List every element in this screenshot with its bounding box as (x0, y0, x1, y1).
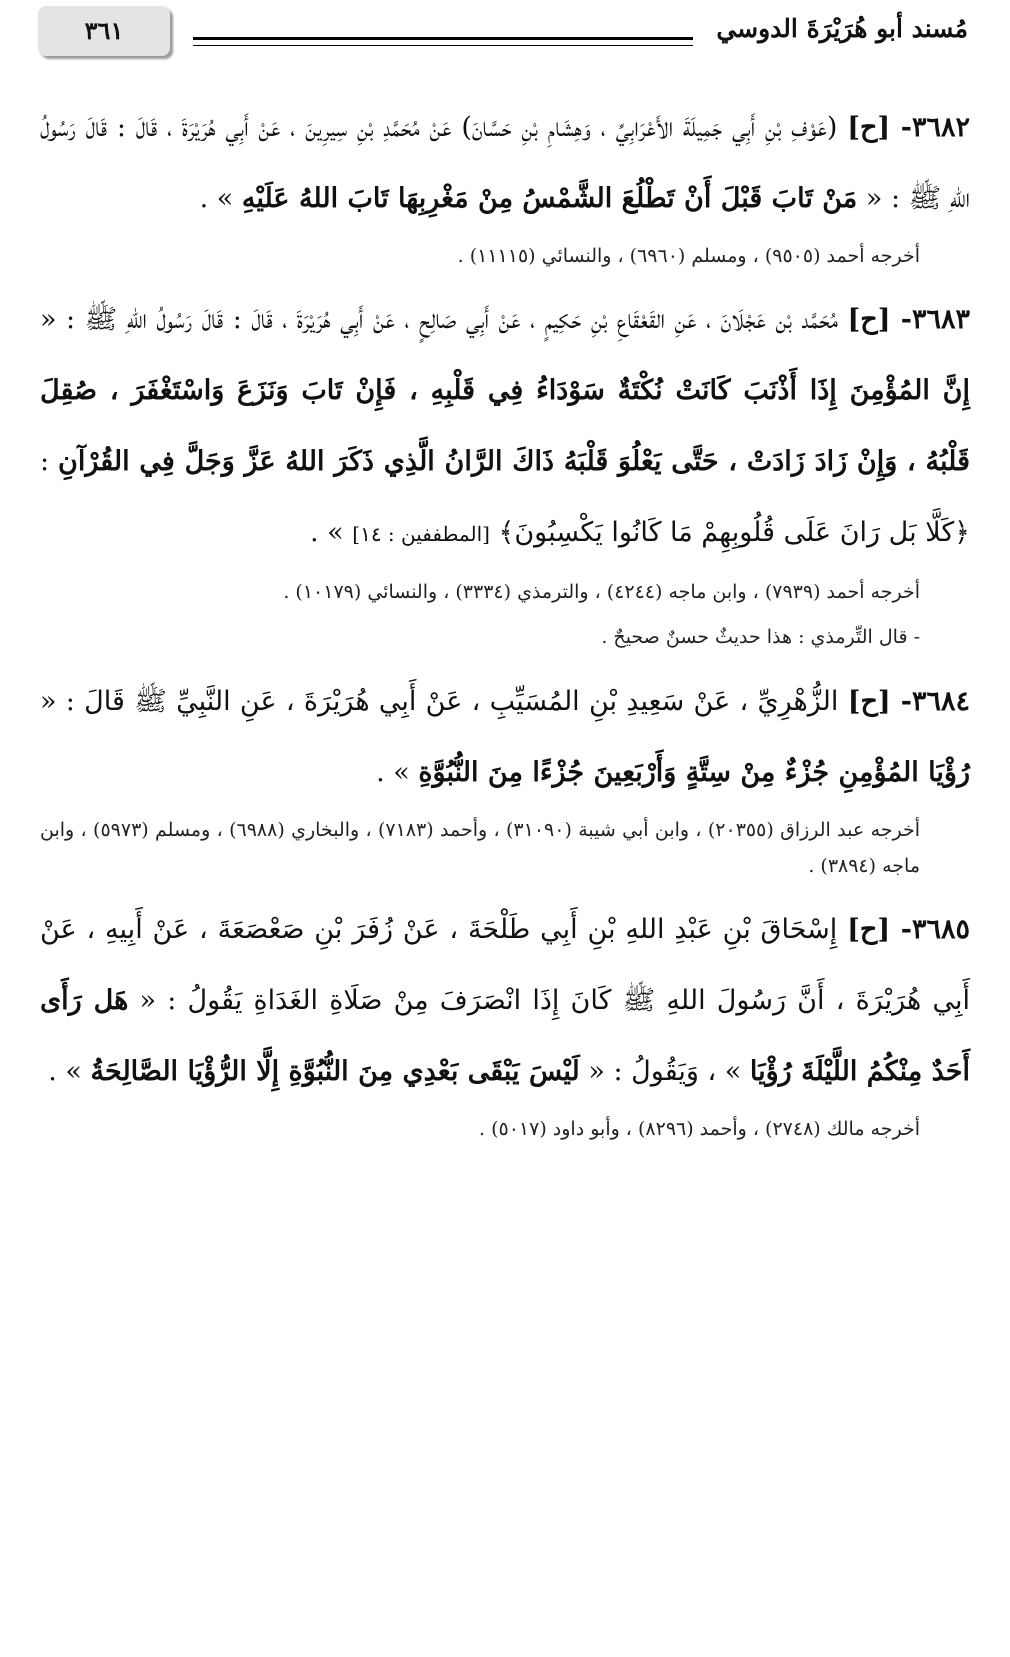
hadith-matn-2: لَيْسَ يَبْقَى بَعْدِي مِنَ النُّبُوَّةِ إِلَّا الرُّؤْيَا الصَّالِحَةُ (90, 1056, 580, 1087)
hadith-source: أخرجه عبد الرزاق (٢٠٣٥٥) ، وابن أبي شيبة (٣١٠٩٠) ، وأحمد (٧١٨٣) ، والبخاري (٦٩٨٨) ، ومسلم (٥٩٧٣) ، وابن ماجه (٣٨٩٤) . (40, 819, 921, 877)
hadith-matn: مَنْ تَابَ قَبْلَ أَنْ تَطْلُعَ الشَّمْسُ مِنْ مَغْرِبِهَا تَابَ اللهُ عَلَيْهِ (241, 183, 858, 214)
hadith-3685 (40, 894, 970, 1107)
hadith-isnad: مُحَمَّد بْن عَجْلَانَ ، عَنِ القَعْقَاعِ بْنِ حَكِيمٍ ، عَنْ أَبِي صَالِحٍ ، عَنْ أَبِي هُرَيْرَةَ ، قَالَ : قَالَ رَسُولُ اللهِ ﷺ : « (40, 304, 848, 335)
page-number: ٣٦١ (38, 6, 170, 56)
quran-verse: : ﴿كَلَّا بَل رَانَ عَلَى قُلُوبِهِمْ مَا كَانُوا يَكْسِبُونَ﴾ (40, 446, 970, 548)
hadith-number: ٣٦٨٤- [ح] (847, 686, 970, 717)
hadith-number: ٣٦٨٥- [ح] (847, 914, 970, 945)
hadith-source: أخرجه أحمد (٧٩٣٩) ، وابن ماجه (٤٢٤٤) ، والترمذي (٣٣٣٤) ، والنسائي (١٠١٧٩) . (283, 581, 920, 603)
hadith-isnad: (عَوْفِ بْنِ أَبِي جَمِيلَةَ الأَعْرَابِيِّ ، وَهِشَامِ بْنِ حَسَّانَ) عَنْ مُحَمَّدِ بْنِ سِيرِينَ ، عَنْ أَبِي هُرَيْرَةَ ، قَالَ : قَالَ رَسُولُ اللهِ ﷺ : « (40, 112, 970, 214)
grading-note: - قال التِّرمذي : هذا حديثٌ حسنٌ صحيحٌ . (601, 626, 920, 648)
page-header (0, 0, 1010, 80)
hadith-source: أخرجه مالك (٢٧٤٨) ، وأحمد (٨٢٩٦) ، وأبو داود (٥٠١٧) . (479, 1118, 920, 1140)
hadith-number: ٣٦٨٣- [ح] (847, 304, 970, 335)
hadith-end: » . (376, 757, 419, 788)
hadith-number: ٣٦٨٢- [ح] (847, 112, 970, 143)
hadith-3683 (40, 284, 970, 570)
running-title: مُسند أبو هُرَيْرَةَ الدوسي (716, 14, 968, 43)
header-rule (193, 37, 693, 40)
hadith-3682 (40, 92, 970, 234)
hadith-end: » . (310, 517, 353, 548)
page-body (40, 92, 970, 1157)
hadith-source: أخرجه أحمد (٩٥٠٥) ، ومسلم (٦٩٦٠) ، والنسائي (١١١١٥) . (457, 245, 920, 267)
hadith-3684 (40, 666, 970, 808)
quran-reference: [المطففين : ١٤] (352, 522, 490, 546)
hadith-isnad: الزُّهْرِيِّ ، عَنْ سَعِيدِ بْنِ المُسَيِّبِ ، عَنْ أَبِي هُرَيْرَةَ ، عَنِ النَّبِيِّ ﷺ قَالَ : « (40, 686, 848, 717)
hadith-end: » . (199, 183, 242, 214)
hadith-end: » . (48, 1056, 91, 1087)
hadith-isnad: إِسْحَاقَ بْنِ عَبْدِ اللهِ بْنِ أَبِي طَلْحَةَ ، عَنْ زُفَرَ بْنِ صَعْصَعَةَ ، عَنْ أَبِيهِ ، عَنْ أَبِي هُرَيْرَةَ ، أَنَّ رَسُولَ اللهِ ﷺ كَانَ إِذَا انْصَرَفَ مِنْ صَلَاةِ الغَدَاةِ يَقُولُ : « (40, 914, 970, 1016)
header-rule-thin (193, 45, 693, 46)
hadith-mid: » ، وَيَقُولُ : « (579, 1056, 750, 1087)
hadith-matn: إِنَّ المُؤْمِنَ إِذَا أَذْنَبَ كَانَتْ نُكْتَةٌ سَوْدَاءُ فِي قَلْبِهِ ، فَإِنْ تَابَ وَنَزَعَ وَاسْتَغْفَرَ ، صُقِلَ قَلْبُهُ ، وَإِنْ زَادَ زَادَتْ ، حَتَّى يَعْلُوَ قَلْبَهُ ذَاكَ الرَّانُ الَّذِي ذَكَرَ اللهُ عَزَّ وَجَلَّ فِي القُرْآنِ (40, 375, 970, 477)
hadith-matn: هَل رَأَى أَحَدٌ مِنْكُمُ اللَّيْلَةَ رُؤْيَا (40, 985, 970, 1087)
hadith-matn: رُؤْيَا المُؤْمِنِ جُزْءٌ مِنْ سِتَّةٍ وَأَرْبَعِينَ جُزْءًا مِنَ النُّبُوَّةِ (418, 757, 970, 788)
